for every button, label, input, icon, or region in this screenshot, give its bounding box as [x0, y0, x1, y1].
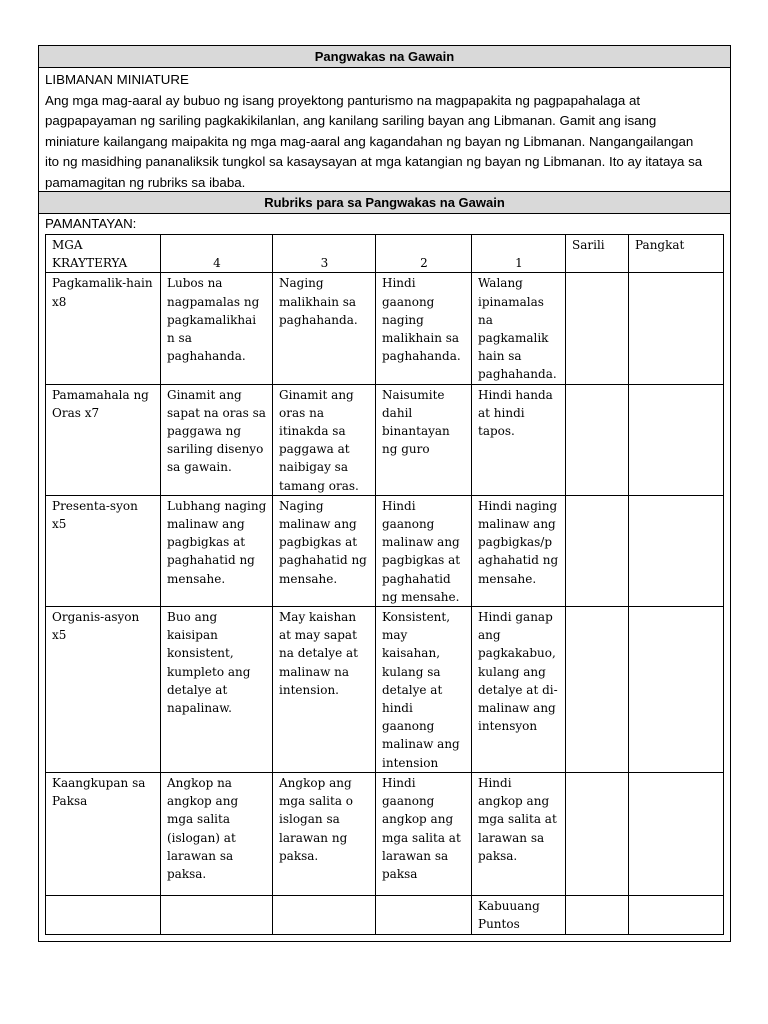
cell-score-3: Ginamit ang oras na itinakda sa paggawa at naibigay sa tamang oras.: [273, 384, 376, 495]
task-line: pagpapayaman ng sariling pagkakikilanlan, ang kanilang sariling bayan ang Libmanan. Gamit ang isang: [45, 113, 657, 128]
cell-score-4: Angkop na angkop ang mga salita (islogan) at larawan sa paksa.: [161, 772, 273, 895]
cell-score-4: Buo ang kaisipan konsistent, kumpleto ang detalye at napalinaw.: [161, 607, 273, 773]
cell-group[interactable]: [629, 607, 724, 773]
total-label: Kabuuang Puntos: [472, 896, 566, 934]
cell-criteria: Kaangkupan sa Paksa: [46, 772, 161, 895]
cell-empty: [46, 896, 161, 934]
cell-criteria: Presenta-syon x5: [46, 495, 161, 606]
header-self: Sarili: [566, 235, 629, 273]
cell-score-2: Hindi gaanong malinaw ang pagbigkas at paghahatid ng mensahe.: [376, 495, 472, 606]
cell-score-1: Hindi handa at hindi tapos.: [472, 384, 566, 495]
cell-score-4: Lubos na nagpamalas ng pagkamalikhai n sa paghahanda.: [161, 273, 273, 384]
cell-score-3: May kaishan at may sapat na detalye at malinaw na intension.: [273, 607, 376, 773]
table-row: [46, 607, 724, 773]
cell-self[interactable]: [566, 607, 629, 773]
cell-score-2: Hindi gaanong angkop ang mga salita at larawan sa paksa: [376, 772, 472, 895]
document-page: [38, 45, 731, 942]
cell-empty: [273, 896, 376, 934]
header-score-2: 2: [376, 235, 472, 273]
cell-score-1: Hindi angkop ang mga salita at larawan sa paksa.: [472, 772, 566, 895]
cell-score-2: Naisumite dahil binantayan ng guro: [376, 384, 472, 495]
task-description: [39, 68, 730, 192]
cell-empty: [376, 896, 472, 934]
task-line: ito ng masidhing pananaliksik tungkol sa kasaysayan at mga katangian ng bayan ng Libmanan. Ito ay itataya sa: [45, 154, 703, 169]
cell-score-2: Konsistent, may kaisahan, kulang sa detalye at hindi gaanong malinaw ang intension: [376, 607, 472, 773]
cell-score-1: Walang ipinamalas na pagkamalik hain sa paghahanda.: [472, 273, 566, 384]
criteria-label: PAMANTAYAN:: [45, 216, 137, 231]
cell-criteria: Pamamahala ng Oras x7: [46, 384, 161, 495]
cell-score-3: Naging malinaw ang pagbigkas at paghahatid ng mensahe.: [273, 495, 376, 606]
section-title: Pangwakas na Gawain: [39, 46, 730, 68]
task-line: miniature kailangang maipakita ng mga mag-aaral ang kagandahan ng bayan ng Libmanan. Nangangailangan: [45, 133, 694, 149]
cell-score-3: Angkop ang mga salita o islogan sa larawan ng paksa.: [273, 772, 376, 895]
table-row: [46, 495, 724, 606]
cell-score-4: Ginamit ang sapat na oras sa paggawa ng sariling disenyo sa gawain.: [161, 384, 273, 495]
header-score-1: 1: [472, 235, 566, 273]
cell-self[interactable]: [566, 273, 629, 384]
cell-group[interactable]: [629, 384, 724, 495]
cell-score-2: Hindi gaanong naging malikhain sa paghahanda.: [376, 273, 472, 384]
cell-score-4: Lubhang naging malinaw ang pagbigkas at paghahatid ng mensahe.: [161, 495, 273, 606]
task-line: Ang mga mag-aaral ay bubuo ng isang proyektong panturismo na magpapakita ng pagpapahalaga at: [45, 92, 641, 108]
total-self[interactable]: [566, 896, 629, 934]
header-criteria: MGA KRAYTERYA: [46, 235, 161, 273]
cell-score-1: Hindi naging malinaw ang pagbigkas/p aghahatid ng mensahe.: [472, 495, 566, 606]
cell-self[interactable]: [566, 384, 629, 495]
cell-group[interactable]: [629, 495, 724, 606]
task-heading: LIBMANAN MINIATURE: [45, 72, 189, 87]
cell-score-1: Hindi ganap ang pagkakabuo, kulang ang detalye at di-malinaw ang intensyon: [472, 607, 566, 773]
header-group: Pangkat: [629, 235, 724, 273]
total-row: [46, 896, 724, 934]
table-header-row: [46, 235, 724, 273]
table-row: [46, 772, 724, 895]
table-row: [46, 384, 724, 495]
cell-criteria: Pagkamalik-hain x8: [46, 273, 161, 384]
cell-group[interactable]: [629, 772, 724, 895]
rubric-title: Rubriks para sa Pangwakas na Gawain: [39, 192, 730, 214]
cell-score-3: Naging malikhain sa paghahanda.: [273, 273, 376, 384]
rubric-table: [45, 234, 724, 935]
cell-group[interactable]: [629, 273, 724, 384]
cell-empty: [161, 896, 273, 934]
total-group[interactable]: [629, 896, 724, 934]
header-score-4: 4: [161, 235, 273, 273]
header-score-3: 3: [273, 235, 376, 273]
cell-self[interactable]: [566, 772, 629, 895]
task-line: pamamagitan ng rubriks sa ibaba.: [45, 174, 246, 190]
cell-criteria: Organis-asyon x5: [46, 607, 161, 773]
cell-self[interactable]: [566, 495, 629, 606]
table-row: [46, 273, 724, 384]
